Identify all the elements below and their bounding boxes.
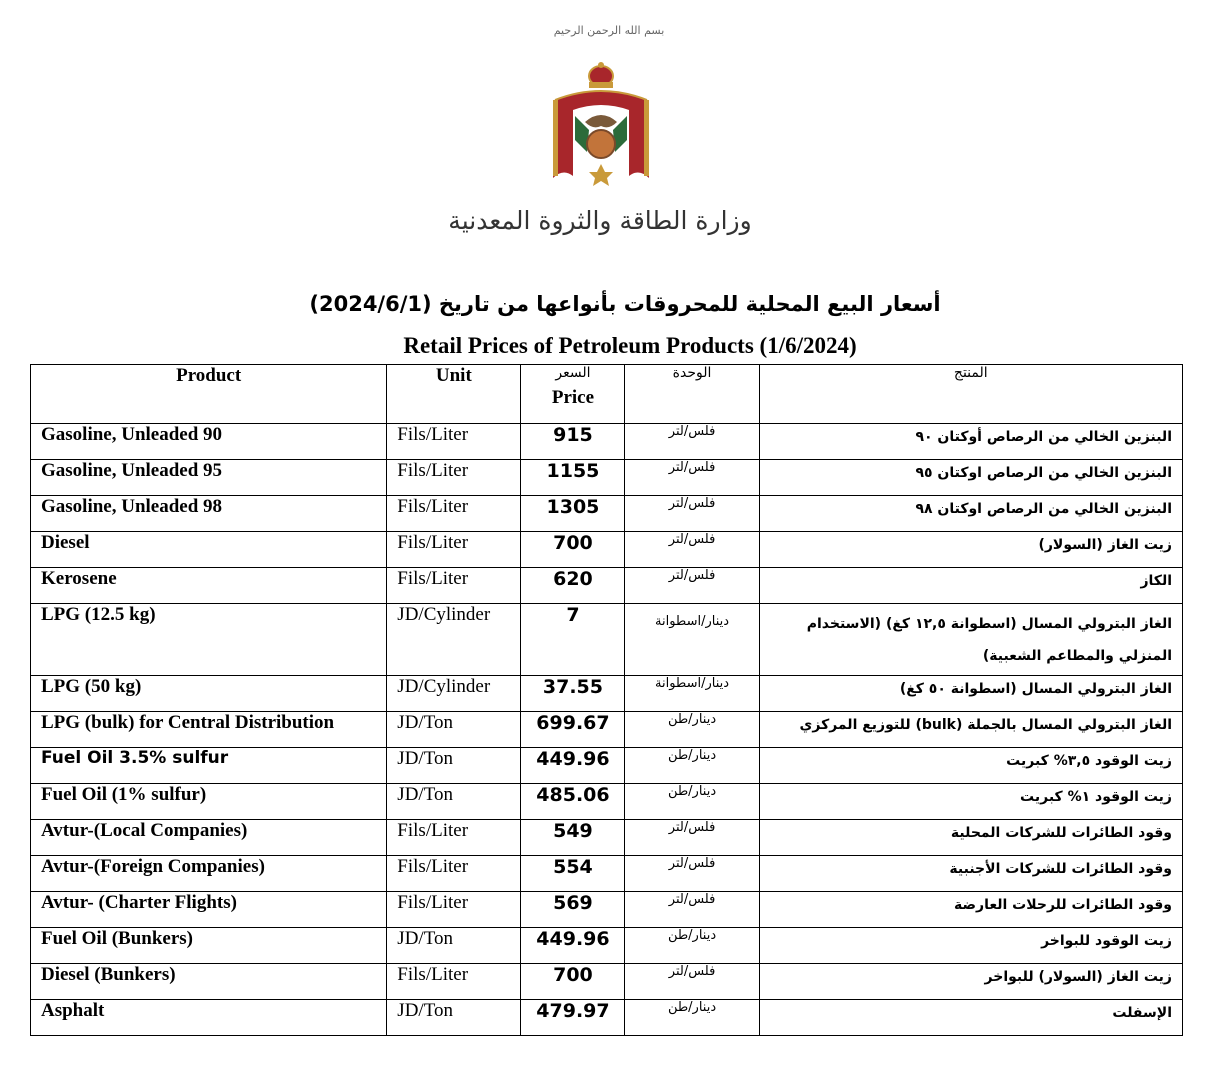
product-name-arabic: زيت الغاز (السولار) xyxy=(759,532,1182,568)
unit: Fils/Liter xyxy=(387,568,521,604)
unit: Fils/Liter xyxy=(387,460,521,496)
header-price-arabic: السعر xyxy=(555,365,591,381)
product-name: Gasoline, Unleaded 98 xyxy=(31,496,387,532)
product-name-arabic: زيت الوقود للبواخر xyxy=(759,928,1182,964)
unit-arabic: فلس/لتر xyxy=(625,496,759,532)
unit: Fils/Liter xyxy=(387,496,521,532)
unit-arabic: فلس/لتر xyxy=(625,856,759,892)
unit: JD/Ton xyxy=(387,784,521,820)
page-title: Retail Prices of Petroleum Products (1/6/2024) xyxy=(403,333,857,358)
product-name: LPG (bulk) for Central Distribution xyxy=(31,712,387,748)
product-name: LPG (50 kg) xyxy=(31,676,387,712)
unit-arabic: دينار/طن xyxy=(625,1000,759,1036)
product-name: Diesel xyxy=(31,532,387,568)
table-row xyxy=(31,676,1183,712)
page-title-arabic: أسعار البيع المحلية للمحروقات بأنواعها من تاريخ (2024/6/1) xyxy=(309,292,941,316)
product-name-arabic: زيت الغاز (السولار) للبواخر xyxy=(759,964,1182,1000)
product-name: Asphalt xyxy=(31,1000,387,1036)
product-name-arabic: الكاز xyxy=(759,568,1182,604)
product-name-arabic: وقود الطائرات للشركات المحلية xyxy=(759,820,1182,856)
table-row xyxy=(31,820,1183,856)
product-name: Gasoline, Unleaded 90 xyxy=(31,424,387,460)
product-name: Diesel (Bunkers) xyxy=(31,964,387,1000)
price: 1155 xyxy=(521,460,625,496)
header-price xyxy=(521,365,625,424)
header-product: Product xyxy=(31,365,387,424)
product-name: Avtur-(Local Companies) xyxy=(31,820,387,856)
table-row xyxy=(31,496,1183,532)
header-price-english: Price xyxy=(551,387,595,408)
product-name-arabic: الغاز البترولي المسال بالجملة (bulk) للتوزيع المركزي xyxy=(759,712,1182,748)
price: 700 xyxy=(521,532,625,568)
table-row xyxy=(31,568,1183,604)
price: 549 xyxy=(521,820,625,856)
product-name: Avtur-(Foreign Companies) xyxy=(31,856,387,892)
price: 7 xyxy=(521,604,625,676)
table-row xyxy=(31,460,1183,496)
product-name: Fuel Oil (Bunkers) xyxy=(31,928,387,964)
table-header-row xyxy=(31,365,1183,424)
unit: Fils/Liter xyxy=(387,892,521,928)
product-name-arabic: الغاز البترولي المسال (اسطوانة ١٢,٥ كغ) (الاستخدام المنزلي والمطاعم الشعبية) xyxy=(759,604,1182,676)
unit-arabic: دينار/اسطوانة xyxy=(625,676,759,712)
product-name-arabic: زيت الوقود ١% كبريت xyxy=(759,784,1182,820)
price: 1305 xyxy=(521,496,625,532)
header-unit-arabic: الوحدة xyxy=(625,365,759,424)
product-name-arabic: البنزين الخالي من الرصاص اوكتان ٩٨ xyxy=(759,496,1182,532)
price: 449.96 xyxy=(521,928,625,964)
table-row xyxy=(31,424,1183,460)
product-name: Gasoline, Unleaded 95 xyxy=(31,460,387,496)
unit: Fils/Liter xyxy=(387,856,521,892)
product-name-arabic: البنزين الخالي من الرصاص أوكتان ٩٠ xyxy=(759,424,1182,460)
price: 915 xyxy=(521,424,625,460)
unit-arabic: دينار/طن xyxy=(625,928,759,964)
unit-arabic: فلس/لتر xyxy=(625,820,759,856)
unit-arabic: دينار/طن xyxy=(625,712,759,748)
header-product-arabic: المنتج xyxy=(759,365,1182,424)
product-name-arabic: الغاز البترولي المسال (اسطوانة ٥٠ كغ) xyxy=(759,676,1182,712)
product-name: Avtur- (Charter Flights) xyxy=(31,892,387,928)
product-name-arabic: وقود الطائرات للشركات الأجنبية xyxy=(759,856,1182,892)
ministry-name: وزارة الطاقة والثروة المعدنية xyxy=(448,206,752,235)
product-name: LPG (12.5 kg) xyxy=(31,604,387,676)
unit: Fils/Liter xyxy=(387,964,521,1000)
header-unit: Unit xyxy=(387,365,521,424)
unit-arabic: فلس/لتر xyxy=(625,424,759,460)
unit: Fils/Liter xyxy=(387,820,521,856)
table-row xyxy=(31,748,1183,784)
unit-arabic: دينار/طن xyxy=(625,784,759,820)
unit-arabic: فلس/لتر xyxy=(625,460,759,496)
price: 699.67 xyxy=(521,712,625,748)
basmala: بسم الله الرحمن الرحيم xyxy=(553,24,665,37)
table-row xyxy=(31,928,1183,964)
price: 569 xyxy=(521,892,625,928)
table-row xyxy=(31,532,1183,568)
unit: JD/Ton xyxy=(387,1000,521,1036)
product-name: Fuel Oil 3.5% sulfur xyxy=(31,748,387,784)
table-row xyxy=(31,892,1183,928)
price: 479.97 xyxy=(521,1000,625,1036)
table-row xyxy=(31,604,1183,676)
unit-arabic: دينار/اسطوانة xyxy=(625,604,759,676)
unit-arabic: فلس/لتر xyxy=(625,568,759,604)
table-row xyxy=(31,712,1183,748)
unit: JD/Ton xyxy=(387,712,521,748)
unit: JD/Ton xyxy=(387,928,521,964)
unit-arabic: دينار/طن xyxy=(625,748,759,784)
price: 700 xyxy=(521,964,625,1000)
product-name-arabic: زيت الوقود ٣,٥% كبريت xyxy=(759,748,1182,784)
table-row xyxy=(31,964,1183,1000)
table-row xyxy=(31,784,1183,820)
unit: Fils/Liter xyxy=(387,532,521,568)
product-name-arabic: الإسفلت xyxy=(759,1000,1182,1036)
price: 485.06 xyxy=(521,784,625,820)
product-name-arabic: وقود الطائرات للرحلات العارضة xyxy=(759,892,1182,928)
unit-arabic: فلس/لتر xyxy=(625,964,759,1000)
price: 449.96 xyxy=(521,748,625,784)
unit: JD/Cylinder xyxy=(387,676,521,712)
price: 37.55 xyxy=(521,676,625,712)
coat-of-arms-emblem xyxy=(549,60,653,190)
price: 554 xyxy=(521,856,625,892)
product-name: Fuel Oil (1% sulfur) xyxy=(31,784,387,820)
table-row xyxy=(31,1000,1183,1036)
unit-arabic: فلس/لتر xyxy=(625,532,759,568)
table-row xyxy=(31,856,1183,892)
unit: Fils/Liter xyxy=(387,424,521,460)
product-name: Kerosene xyxy=(31,568,387,604)
product-name-arabic: البنزين الخالي من الرصاص اوكتان ٩٥ xyxy=(759,460,1182,496)
unit: JD/Cylinder xyxy=(387,604,521,676)
unit: JD/Ton xyxy=(387,748,521,784)
price: 620 xyxy=(521,568,625,604)
price-table xyxy=(30,364,1183,1036)
unit-arabic: فلس/لتر xyxy=(625,892,759,928)
